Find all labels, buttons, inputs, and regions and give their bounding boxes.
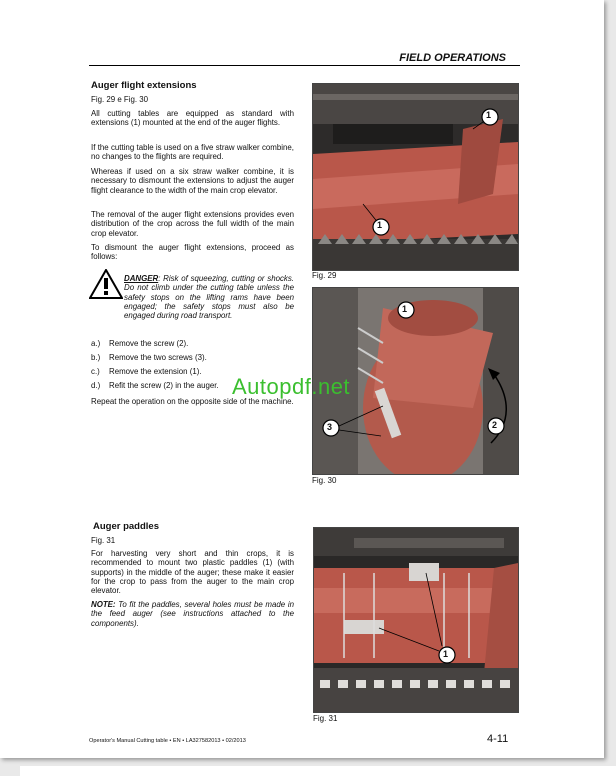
paragraph: The removal of the auger flight extensions provides even distribution of the crop across the full width of the main crop elevator. — [91, 210, 294, 238]
header-divider — [89, 65, 520, 66]
section-title-auger-paddles: Auger paddles — [93, 521, 159, 532]
note-text: To fit the paddles, several holes must be made in the feed auger (see instructions attached to the components). — [91, 600, 294, 628]
paragraph: All cutting tables are equipped as standard with extensions (1) mounted at the end of the auger flights. — [91, 109, 294, 128]
danger-warning-icon — [89, 269, 123, 299]
paragraph: Whereas if used on a six straw walker combine, it is necessary to dismount the extensions to adjust the auger flight clearance to the width of the main crop elevator. — [91, 167, 294, 195]
danger-label: DANGER — [124, 274, 159, 283]
callout-label: 1 — [402, 304, 408, 314]
list-item: b.) Remove the two screws (3). — [91, 353, 207, 362]
figure-caption: Fig. 29 — [312, 271, 337, 280]
danger-notice — [124, 274, 294, 320]
list-item: c.) Remove the extension (1). — [91, 367, 202, 376]
watermark: Autopdf.net — [232, 374, 351, 399]
callout-label: 1 — [377, 220, 383, 230]
note — [91, 600, 294, 628]
figure-31-photo — [313, 527, 519, 713]
callout-label: 1 — [443, 649, 449, 659]
figure-reference: Fig. 31 — [91, 536, 116, 545]
footer-text: Operator's Manual Cutting table • EN • LA327582013 • 02/2013 — [89, 738, 246, 744]
callout-label: 2 — [492, 420, 498, 430]
section-title-auger-extensions: Auger flight extensions — [91, 80, 197, 91]
callout-label: 1 — [486, 110, 492, 120]
figure-caption: Fig. 31 — [313, 714, 338, 723]
paragraph: Repeat the operation on the opposite side of the machine. — [91, 397, 294, 406]
note-label: NOTE: — [91, 600, 116, 609]
list-item: a.) Remove the screw (2). — [91, 339, 189, 348]
danger-text: : Risk of squeezing, cutting or shocks. Do not climb under the cutting table unless the safety stops on the lifting rams have been engaged; the safety stops must also be engaged during road transport. — [124, 274, 294, 321]
figure-reference: Fig. 29 e Fig. 30 — [91, 95, 149, 104]
next-page-edge — [20, 766, 616, 776]
callout-label: 3 — [327, 422, 333, 432]
page-number: 4-11 — [487, 733, 509, 745]
paragraph: To dismount the auger flight extensions, proceed as follows: — [91, 243, 294, 262]
header-section-title: FIELD OPERATIONS — [399, 52, 506, 64]
paragraph: If the cutting table is used on a five straw walker combine, no changes to the flights are required. — [91, 143, 294, 162]
paragraph: For harvesting very short and thin crops, it is recommended to mount two plastic paddles (1) (with supports) in the middle of the auger; these make it easier for the crop to pass from the auger to the main crop elevator. — [91, 549, 294, 596]
figure-caption: Fig. 30 — [312, 476, 337, 485]
list-item: d.) Refit the screw (2) in the auger. — [91, 381, 219, 390]
